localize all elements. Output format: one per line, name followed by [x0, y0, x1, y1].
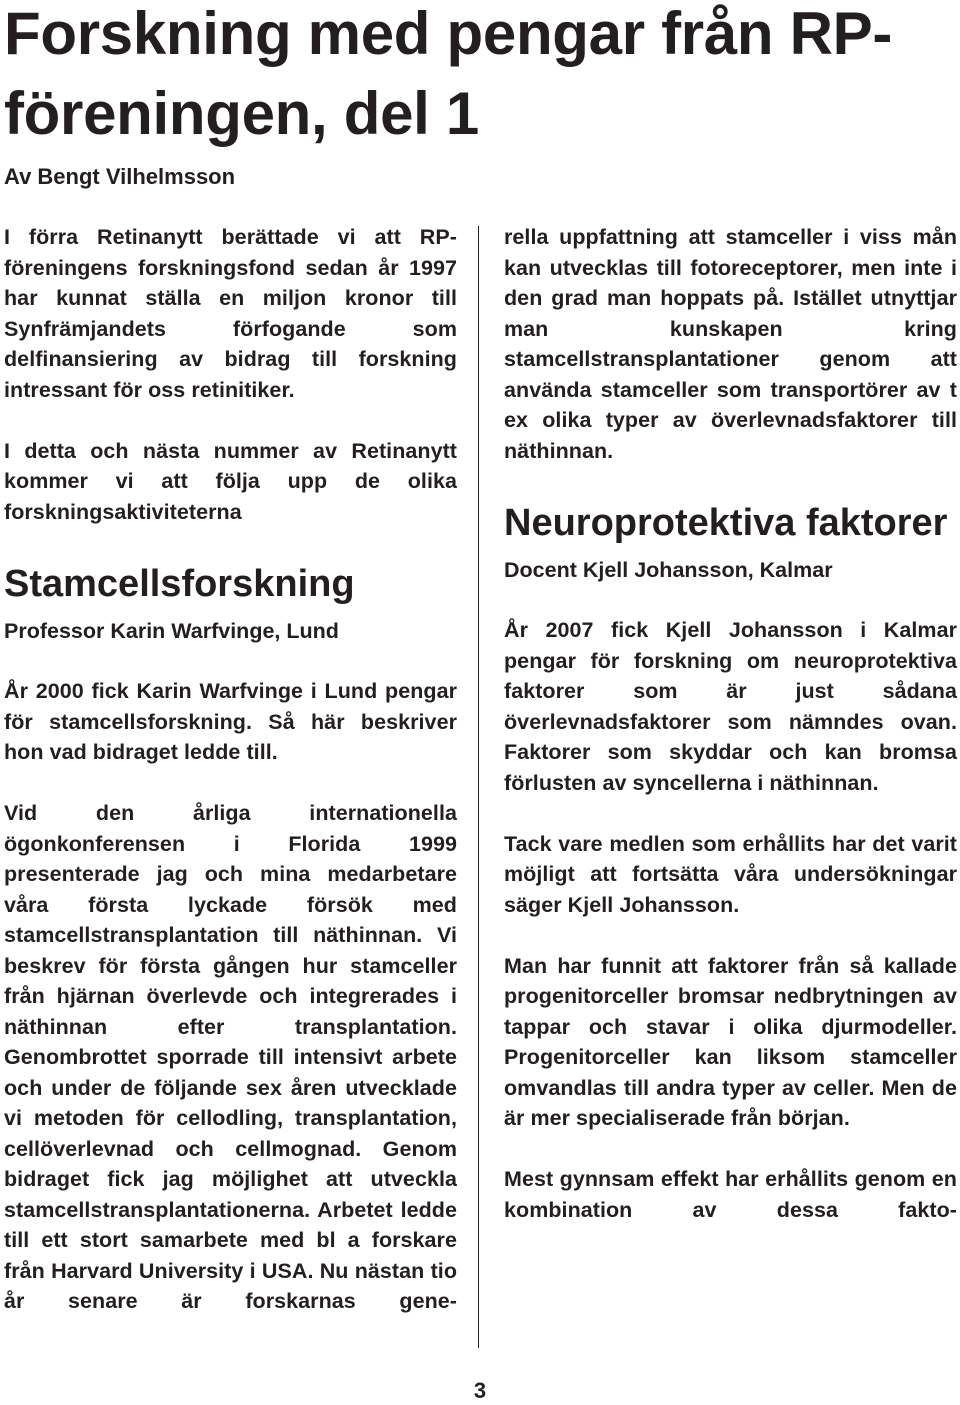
lead-paragraph: I detta och nästa nummer av Retinanytt kommer vi att följa upp de olika forskningsaktiviteterna: [4, 438, 457, 524]
article-title: Forskning med pengar från RP-föreningen, del 1: [4, 0, 893, 147]
section-byline-warfvinge: Professor Karin Warfvinge, Lund: [4, 618, 339, 643]
body-paragraph: Vid den årliga internationella ögonkonferensen i Florida 1999 presenterade jag och mina medarbetare våra första lyckade försök med stamcellstransplantation till näthinnan. Vi beskrev för första gången hur stamceller från hjärnan överlevde och integrerades i näthinnan efter transplantation. Genombrottet sporrade till intensivt arbete och under de följande sex åren utvecklade vi metoden för cellodling, transplantation, cellöverlevnad och cellmognad. Genom bidraget fick jag möjlighet att utveckla stamcellstransplantationerna. Arbetet ledde till ett stort samarbete med bl a forskare från Harvard University i USA. Nu nästan tio år senare är forskarnas gene-: [4, 801, 457, 1313]
intro-paragraph: I förra Retinanytt berättade vi att RP-föreningens forskningsfond sedan år 1997 har kunnat ställa en miljon kronor till Synfrämjandets förfogande som delfinansiering av bidrag till forskning intressant för oss retinitiker.: [4, 225, 457, 402]
section-byline-johansson: Docent Kjell Johansson, Kalmar: [504, 557, 833, 582]
article-author: Av Bengt Vilhelmsson: [4, 164, 236, 189]
body-paragraph: År 2007 fick Kjell Johansson i Kalmar pengar för forskning om neuroprotektiva faktorer som är just sådana överlevnadsfaktorer som nämndes ovan. Faktorer som skyddar och kan bromsa förlusten av syncellerna i näthinnan.: [504, 618, 957, 795]
section-heading-stamcell: Stamcellsforskning: [4, 562, 355, 605]
left-column: [4, 222, 457, 1317]
continuation-paragraph: rella uppfattning att stamceller i viss mån kan utvecklas till fotoreceptorer, men inte i den grad man hoppats på. Istället utnyttjar man kunskapen kring stamcellstransplantationer genom att använda stamceller som transportörer av t ex olika typer av överlevnadsfaktorer till näthinnan.: [504, 225, 957, 463]
column-divider: [478, 226, 479, 1348]
body-paragraph: År 2000 fick Karin Warfvinge i Lund pengar för stamcellsforskning. Så här beskriver hon vad bidraget ledde till.: [4, 679, 457, 764]
body-paragraph: Man har funnit att faktorer från så kallade progenitorceller bromsar nedbrytningen av tappar och stavar i olika djurmodeller. Progenitorceller kan liksom stamceller omvandlas till andra typer av celler. Men de är mer specialiserade från början.: [504, 953, 957, 1130]
page-number: 3: [473, 1378, 487, 1403]
right-column: [504, 222, 957, 1225]
body-paragraph: Mest gynnsam effekt har erhållits genom en kombination av dessa fakto-: [504, 1167, 957, 1222]
section-heading-neuroprotektiva: Neuroprotektiva faktorer: [504, 501, 948, 544]
body-paragraph: Tack vare medlen som erhållits har det varit möjligt att fortsätta våra undersökningar säger Kjell Johansson.: [504, 831, 957, 917]
